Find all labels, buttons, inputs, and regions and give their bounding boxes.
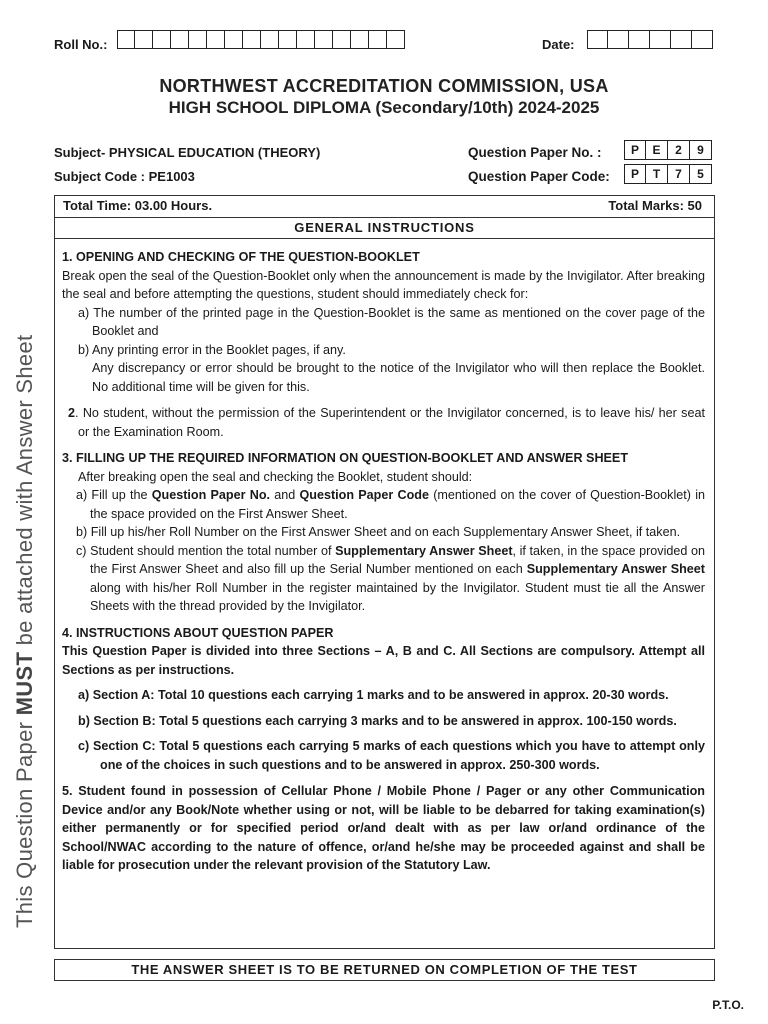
roll-box [315,30,333,49]
roll-box [261,30,279,49]
roll-box [333,30,351,49]
section-1-item-b: b) Any printing error in the Booklet pages, if any. [78,342,346,357]
date-box [587,30,608,49]
exam-header [0,76,768,118]
please-turn-over: P.T.O. [712,998,744,1012]
roll-box [117,30,135,49]
question-paper-code-boxes [624,164,712,184]
roll-box [135,30,153,49]
code-cell: 5 [690,164,712,184]
section-2-text: . No student, without the permission of the Superintendent or the Invigilator concerned, is to leave his/ her seat or the Examination Room. [75,406,705,439]
section-4-heading: 4. INSTRUCTIONS ABOUT QUESTION PAPER [62,625,334,640]
section-4 [62,624,705,775]
date-box [650,30,671,49]
date-box [629,30,650,49]
question-paper-no-label: Question Paper No. : [468,145,602,160]
section-4-intro: This Question Paper is divided into three Sections – A, B and C. All Sections are compulsory. Attempt all Sections as per instructions. [62,644,705,677]
side-note [12,258,38,928]
section-2-paragraph [62,404,705,441]
commission-title: NORTHWEST ACCREDITATION COMMISSION, USA [159,76,609,96]
s3c-part3: , if taken, in the space provided on the First Answer Sheet and also fill up the Serial Number mentioned on each [90,543,706,576]
side-note-pre: This Question Paper [12,715,37,928]
total-time: Total Time: 03.00 Hours. [63,198,213,213]
date-box [692,30,713,49]
section-1-paragraph: Break open the seal of the Question-Booklet only when the announcement is made by the Invigilator. After breaking the seal and before attempting the questions, student should immediately check for: [62,268,705,301]
section-1-heading: 1. OPENING AND CHECKING OF THE QUESTION-BOOKLET [62,250,420,264]
date-box [671,30,692,49]
roll-box [189,30,207,49]
code-cell: T [646,164,668,184]
roll-box [369,30,387,49]
subject-code: Subject Code : PE1003 [54,169,195,184]
question-paper-code-label: Question Paper Code: [468,169,610,184]
s3c-part4: Supplementary Answer Sheet [526,562,705,576]
roll-box [351,30,369,49]
s3a-part1: a) Fill up the [76,488,152,502]
roll-box [207,30,225,49]
roll-box [225,30,243,49]
instructions-frame [54,195,715,949]
s3a-part2: Question Paper No. [151,488,271,502]
roll-box [297,30,315,49]
code-cell: 9 [690,140,712,160]
s3c-part5: along with his/her Roll Number in the register maintained by the Invigilator. Student must tie all the Answer Sheets with the thread provided by the Invigilator. [90,580,705,613]
roll-date-row [54,30,718,52]
roll-box [171,30,189,49]
code-cell: 7 [668,164,690,184]
roll-box [153,30,171,49]
general-instructions-heading: GENERAL INSTRUCTIONS [55,217,714,239]
section-4-item-a: a) Section A: Total 10 questions each carrying 1 marks and to be answered in approx. 20-30 words. [78,688,669,702]
code-cell: P [624,140,646,160]
section-2-number: 2 [68,406,76,420]
code-cell: P [624,164,646,184]
section-3-intro: After breaking open the seal and checking the Booklet, student should: [78,469,473,484]
side-note-post: be attached with Answer Sheet [12,334,37,652]
section-1-item-b-continued: Any discrepancy or error should be brought to the notice of the Invigilator who will then replace the Booklet. No additional time will be given for this. [92,361,705,394]
s3c-part1: c) Student should mention the total number of [76,543,336,558]
section-3-item-b: b) Fill up his/her Roll Number on the First Answer Sheet and on each Supplementary Answer Sheet, if taken. [76,525,681,539]
section-4-item-b: b) Section B: Total 5 questions each carrying 3 marks and to be answered in approx. 100-150 words. [78,713,677,728]
instructions-body [62,248,705,875]
total-marks: Total Marks: 50 [608,198,702,213]
return-answer-sheet-notice: THE ANSWER SHEET IS TO BE RETURNED ON COMPLETION OF THE TEST [54,959,715,981]
roll-box [243,30,261,49]
diploma-title: HIGH SCHOOL DIPLOMA (Secondary/10th) 2024-2025 [168,98,600,117]
roll-number-label: Roll No.: [54,37,108,52]
code-cell: 2 [668,140,690,160]
subject-name: Subject- PHYSICAL EDUCATION (THEORY) [54,145,321,160]
code-cell: E [646,140,668,160]
section-3-heading: 3. FILLING UP THE REQUIRED INFORMATION ON QUESTION-BOOKLET AND ANSWER SHEET [62,451,629,465]
roll-box [279,30,297,49]
time-marks-row [55,196,714,218]
section-3-item-c [76,542,705,616]
s3a-part4: Question Paper Code [299,488,429,502]
date-label: Date: [542,37,575,52]
roll-box [387,30,405,49]
question-paper-no-boxes [624,140,712,160]
date-boxes [587,30,713,49]
roll-number-boxes [117,30,405,49]
s3a-part5: (mentioned on the cover of Question-Booklet) in the space provided on the First Answer Sheet. [90,488,705,521]
section-4-item-c: c) Section C: Total 5 questions each carrying 5 marks of each questions which you have to attempt only one of the choices in such questions and to be answered in approx. 250-300 words. [78,739,705,772]
s3c-part2: Supplementary Answer Sheet [335,543,513,558]
section-3-item-a [76,486,705,523]
date-box [608,30,629,49]
section-1-item-a: a) The number of the printed page in the Question-Booklet is the same as mentioned on the cover page of the Booklet and [78,305,705,338]
s3a-part3: and [270,488,300,502]
side-note-emphasis: MUST [12,651,37,716]
section-5-paragraph: 5. Student found in possession of Cellular Phone / Mobile Phone / Pager or any other Communication Device and/or any Book/Note whether using or not, will be liable to be debarred for taking examination(s) either permanently or for specified period or/and dealt with as per law or/and ordinance of the School/NWAC according to the nature of offence, or/and he/she may be proceeded against and shall be liable for prosecution under the relevant provision of the Statutory Law. [62,784,705,872]
